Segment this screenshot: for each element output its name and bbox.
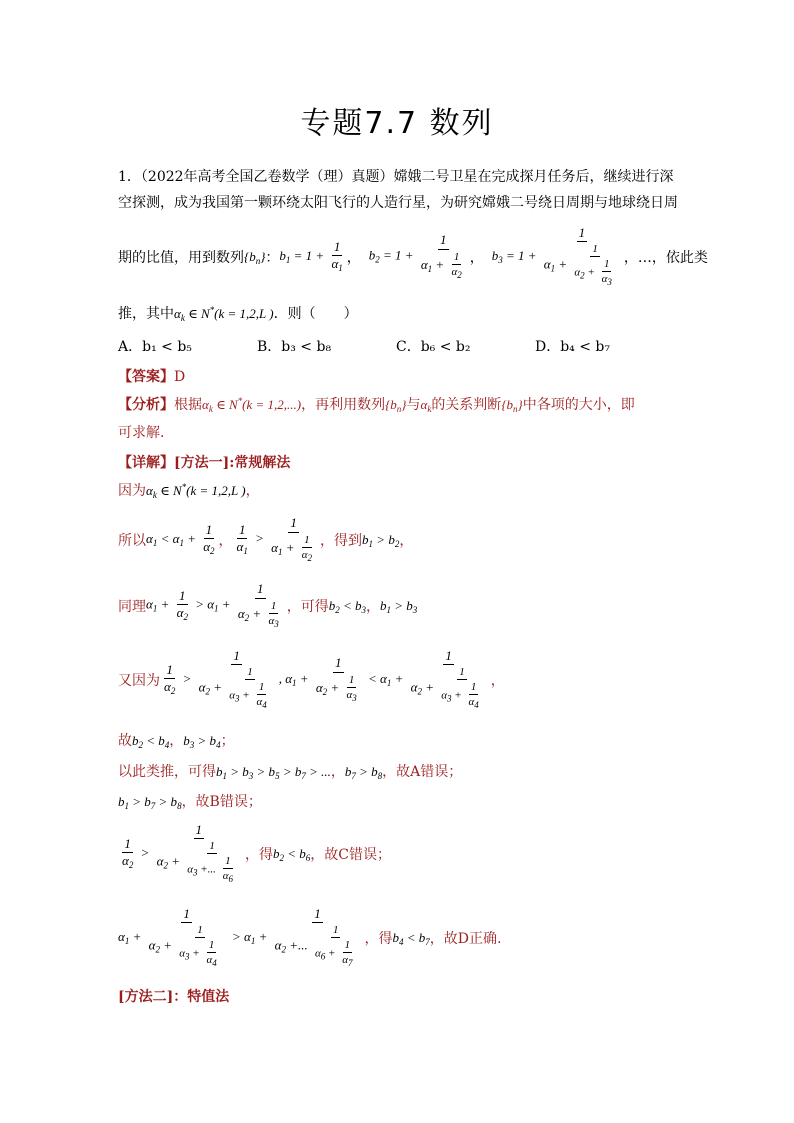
step-text: ，故A错误； (382, 764, 463, 780)
detail-label: 【详解】 (118, 455, 174, 471)
problem-text: ，…，依此类 (623, 250, 708, 266)
method-1-heading: [方法一]:常规解法 (174, 455, 291, 471)
step-so: 所以 $\alpha_1 < \alpha_1$ + $\frac{1}{\alpha_2}$ ， $\frac{1}{\alpha_1}$ > 1 $\alpha_1$ + $\frac{1}{\alpha_2}$ ，得到 $b_1 > b_2$ ， (118, 515, 414, 563)
page-title: 专题7.7 数列 (300, 106, 494, 141)
analysis-text: 与 (406, 397, 421, 413)
problem-line-2: 空探测，成为我国第一颗环绕太阳飞行的人造行星，为研究嫦娥二号绕日周期与地球绕日周 (118, 195, 678, 211)
step-c-wrong (118, 818, 391, 890)
step-formula: $b_3 > b_4$ (183, 733, 221, 750)
step-formula: $b_2 < b_4$ (132, 733, 170, 750)
analysis-label: 【分析】 (118, 397, 174, 413)
step-analogy: 以此类推，可得$b_1 > b_3 > b_5 > b_7$ > ...，$b_7 > b_8$，故A错误； (118, 764, 463, 781)
step-formula: $b_7 > b_8$ (344, 764, 383, 781)
formula-b2: $b_2 = 1$ + 1 $\alpha_1$ + $\frac{1}{\alpha_2}$ (368, 232, 462, 280)
analysis-line-1 (118, 394, 635, 414)
step-b-wrong (118, 791, 262, 811)
problem-text: ．则（ ） (273, 306, 358, 322)
analysis-bn-2: $\{b_n\}$ (501, 397, 523, 414)
step-formula: $b_1 > b_3 > b_5 > b_7$ > ... (216, 764, 331, 781)
step-because: 因为$\alpha_k$ ∈ N*(k = 1,2,L )， (118, 482, 260, 500)
step-formula: $\frac{1}{\alpha_2}$ > 1 $\alpha_2$ + 1 $\alpha_3$ + $\frac{1}{\alpha_4}$ , $\alpha_1$ + 1 $\alpha_2$ + $\frac{1}{\alpha_3}$ < $\alpha_1$ + 1 $\alpha_2$ + 1 $\alpha_3$ + $\frac{1}{\alpha_4}$ (164, 647, 479, 711)
step-formula: $\alpha_1 < \alpha_1$ + $\frac{1}{\alpha_2}$ (146, 521, 215, 557)
analysis-formula: $\alpha_k$ ∈ N*(k = 1,2,...) (202, 396, 302, 414)
problem-text: 推，其中 (118, 306, 174, 322)
analysis-text: 根据 (174, 397, 202, 413)
formula-b3: $b_3 = 1$ + 1 $\alpha_1$ + 1 $\alpha_2$ + $\frac{1}{\alpha_3}$ (491, 224, 612, 288)
problem-number: 1． (118, 169, 141, 185)
step-also-because: 又因为 $\frac{1}{\alpha_2}$ > 1 $\alpha_2$ + 1 $\alpha_3$ + $\frac{1}{\alpha_4}$ , $\alpha_1$ + 1 $\alpha_2$ + $\frac{1}{\alpha_3}$ < $\alpha_1$ + 1 $\alpha_2$ + 1 $\alpha_3$ + $\frac{1}{\alpha_4}$ ， (118, 647, 505, 711)
problem-line-4 (118, 303, 358, 323)
step-formula: $\frac{1}{\alpha_1}$ > 1 $\alpha_1$ + $\frac{1}{\alpha_2}$ (236, 515, 313, 563)
step-formula: $b_2 < b_6$ (272, 845, 311, 863)
analysis-bn: $\{b_n\}$ (385, 397, 407, 414)
step-text: 故 (118, 733, 132, 749)
option-b: B．b₃ < b₈ (257, 339, 332, 355)
step-text: ，得 (364, 931, 393, 947)
problem-source: （2022年高考全国乙卷数学（理）真题） (140, 169, 394, 185)
option-d: D．b₄ < b₇ (535, 339, 611, 355)
step-formula: $b_2 < b_3$ (328, 597, 366, 615)
problem-text: 嫦娥二号卫星在完成探月任务后，继续进行深 (393, 169, 674, 185)
step-text: ，故B错误； (181, 794, 262, 810)
step-text: ，得到 (320, 533, 363, 549)
step-formula: $b_1 > b_7 > b_8$ (118, 794, 182, 811)
problem-line-1 (118, 166, 674, 186)
step-formula: $\frac{1}{\alpha_2}$ > 1 $\alpha_2$ + 1 $\alpha_3$ +... $\frac{1}{\alpha_6}$ (122, 821, 233, 885)
method-2-heading: [方法二]：特值法 (118, 989, 230, 1005)
problem-line-3: 期的比值，用到数列 $\{b_n\}$ ： $b_1 = 1$ + $\frac{1}{\alpha_1}$ ， $b_2 = 1$ + 1 $\alpha_1$ + $\frac{1}{\alpha_2}$ ， $b_3 = 1$ + 1 $\alpha_1$ + 1 $\alpha_2$ + $\frac{1}{\alpha_3}$ ，…，依此类 (118, 224, 708, 288)
option-c: C．b₆ < b₂ (396, 339, 471, 355)
step-formula: $b_1 > b_2$ (362, 531, 400, 549)
detail-heading (118, 452, 290, 472)
step-formula: $\alpha_k$ ∈ N*(k = 1,2,L ) (146, 482, 246, 500)
step-text: ，得 (244, 847, 273, 863)
step-d-right (118, 900, 501, 976)
step-text: ，故C错误； (310, 847, 391, 863)
step-text: ，可得 (286, 599, 329, 615)
analysis-text: ，再利用数列 (301, 397, 386, 413)
answer-line (118, 366, 185, 386)
analysis-alpha: $\alpha_k$ (420, 397, 432, 414)
step-therefore: 故$b_2 < b_4$，$b_3 > b_4$； (118, 733, 235, 750)
step-formula: $b_1 > b_3$ (380, 597, 418, 615)
sequence-bn: $\{b_n\}$ (244, 248, 266, 266)
step-formula: $\alpha_1$ + 1 $\alpha_2$ + 1 $\alpha_3$ + $\frac{1}{\alpha_4}$ > $\alpha_1$ + 1 $\alpha_2$ +... 1 $\alpha_6$ + $\frac{1}{\alpha_7}$ (118, 905, 353, 969)
analysis-text: 中各项的大小，即 (522, 397, 635, 413)
condition-alpha: $\alpha_k$ ∈ N*(k = 1,2,L ) (174, 305, 274, 323)
answer-label: 【答案】 (118, 369, 174, 385)
step-text: 又因为 (118, 673, 160, 689)
problem-text: 期的比值，用到数列 (118, 250, 244, 266)
option-a: A．b₁ < b₅ (118, 339, 192, 355)
step-formula: $\alpha_1$ + $\frac{1}{\alpha_2}$ > $\alpha_1$ + 1 $\alpha_2$ + $\frac{1}{\alpha_3}$ (146, 581, 279, 629)
analysis-line-2: 可求解. (118, 425, 165, 441)
answer-value: D (174, 369, 186, 385)
step-text: 以此类推，可得 (118, 764, 216, 780)
options-row (118, 336, 674, 356)
formula-b1: $b_1 = 1$ + $\frac{1}{\alpha_1}$ (279, 238, 343, 274)
step-text: 因为 (118, 483, 146, 499)
step-formula: $b_4 < b_7$ (392, 929, 430, 947)
step-text: ，故D正确. (429, 931, 502, 947)
step-text: 同理 (118, 599, 146, 615)
step-text: 所以 (118, 533, 146, 549)
step-likewise: 同理 $\alpha_1$ + $\frac{1}{\alpha_2}$ > $\alpha_1$ + 1 $\alpha_2$ + $\frac{1}{\alpha_3}$ ，可得 $b_2 < b_3$ ， $b_1 > b_3$ (118, 581, 418, 629)
analysis-text: 的关系判断 (431, 397, 502, 413)
